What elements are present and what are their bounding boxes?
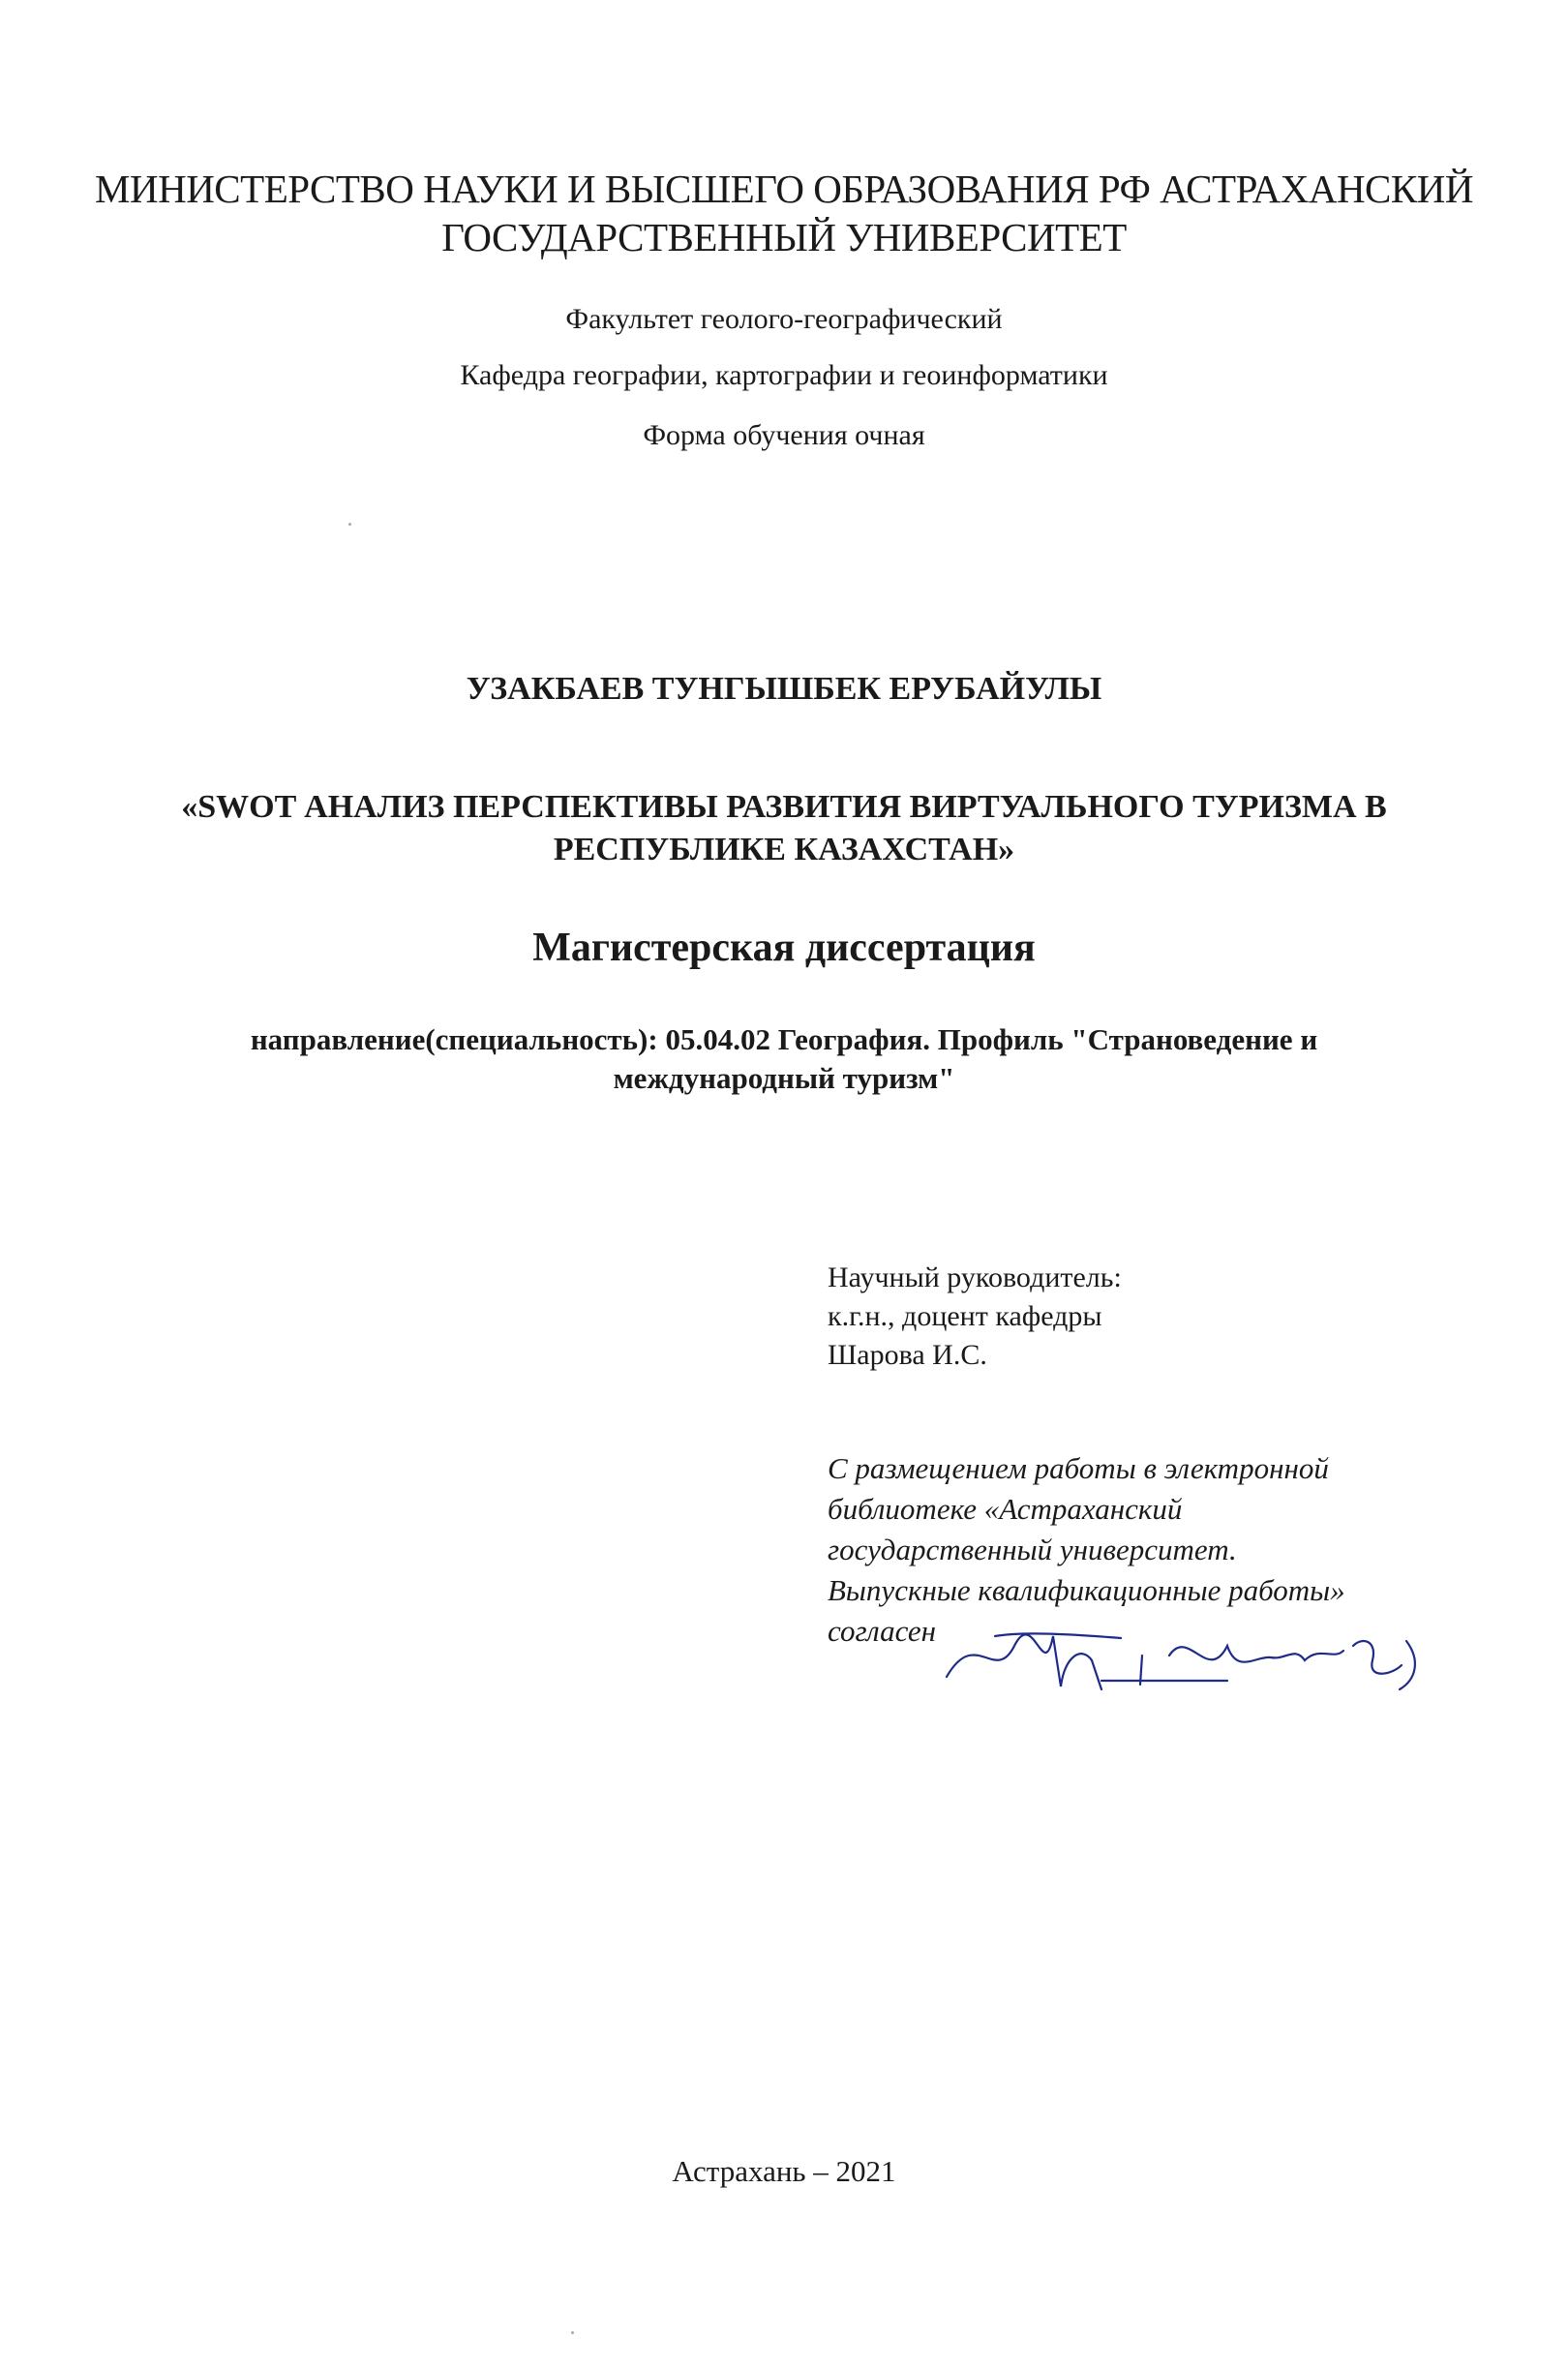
thesis-title-line-1: «SWOT АНАЛИЗ ПЕРСПЕКТИВЫ РАЗВИТИЯ ВИРТУАЛЬНОГО ТУРИЗМА В <box>181 789 1387 825</box>
supervisor-name: Шарова И.С. <box>828 1339 987 1371</box>
handwritten-signature <box>937 1617 1421 1704</box>
ministry-line-2: ГОСУДАРСТВЕННЫЙ УНИВЕРСИТЕТ <box>441 215 1127 259</box>
scan-speck <box>348 523 351 526</box>
scan-speck <box>571 2331 574 2334</box>
author-name: УЗАКБАЕВ ТУНГЫШБЕК ЕРУБАЙУЛЫ <box>466 671 1102 707</box>
ministry-line-1: МИНИСТЕРСТВО НАУКИ И ВЫСШЕГО ОБРАЗОВАНИЯ РФ АСТРАХАНСКИЙ <box>95 167 1473 211</box>
supervisor-label: Научный руководитель: <box>828 1261 1122 1293</box>
supervisor-block <box>828 1259 1122 1375</box>
thesis-title <box>0 786 1568 871</box>
consent-line-1: С размещением работы в электронной <box>828 1451 1329 1485</box>
direction-line-1: направление(специальность): 05.04.02 География. Профиль "Страноведение и <box>250 1022 1318 1056</box>
thesis-type: Магистерская диссертация <box>532 926 1036 970</box>
consent-line-4: Выпускные квалификационные работы» <box>828 1573 1345 1607</box>
city-year: Астрахань – 2021 <box>672 2154 896 2188</box>
supervisor-degree: к.г.н., доцент кафедры <box>828 1300 1102 1332</box>
consent-line-3: государственный университет. <box>828 1533 1237 1566</box>
study-form-line: Форма обучения очная <box>643 419 925 451</box>
faculty-line: Факультет геолого-географический <box>565 303 1003 335</box>
ministry-heading <box>0 165 1568 261</box>
direction-line-2: международный туризм" <box>613 1061 955 1095</box>
consent-line-5: согласен <box>828 1614 937 1648</box>
consent-line-2: библиотеке «Астраханский <box>828 1492 1183 1526</box>
thesis-title-line-2: РЕСПУБЛИКЕ КАЗАХСТАН» <box>553 832 1015 867</box>
signature-text: Узакбаев Т.Е. <box>1179 1699 1185 1700</box>
department-line: Кафедра географии, картографии и геоинформатики <box>460 359 1108 391</box>
thesis-direction <box>0 1020 1568 1098</box>
